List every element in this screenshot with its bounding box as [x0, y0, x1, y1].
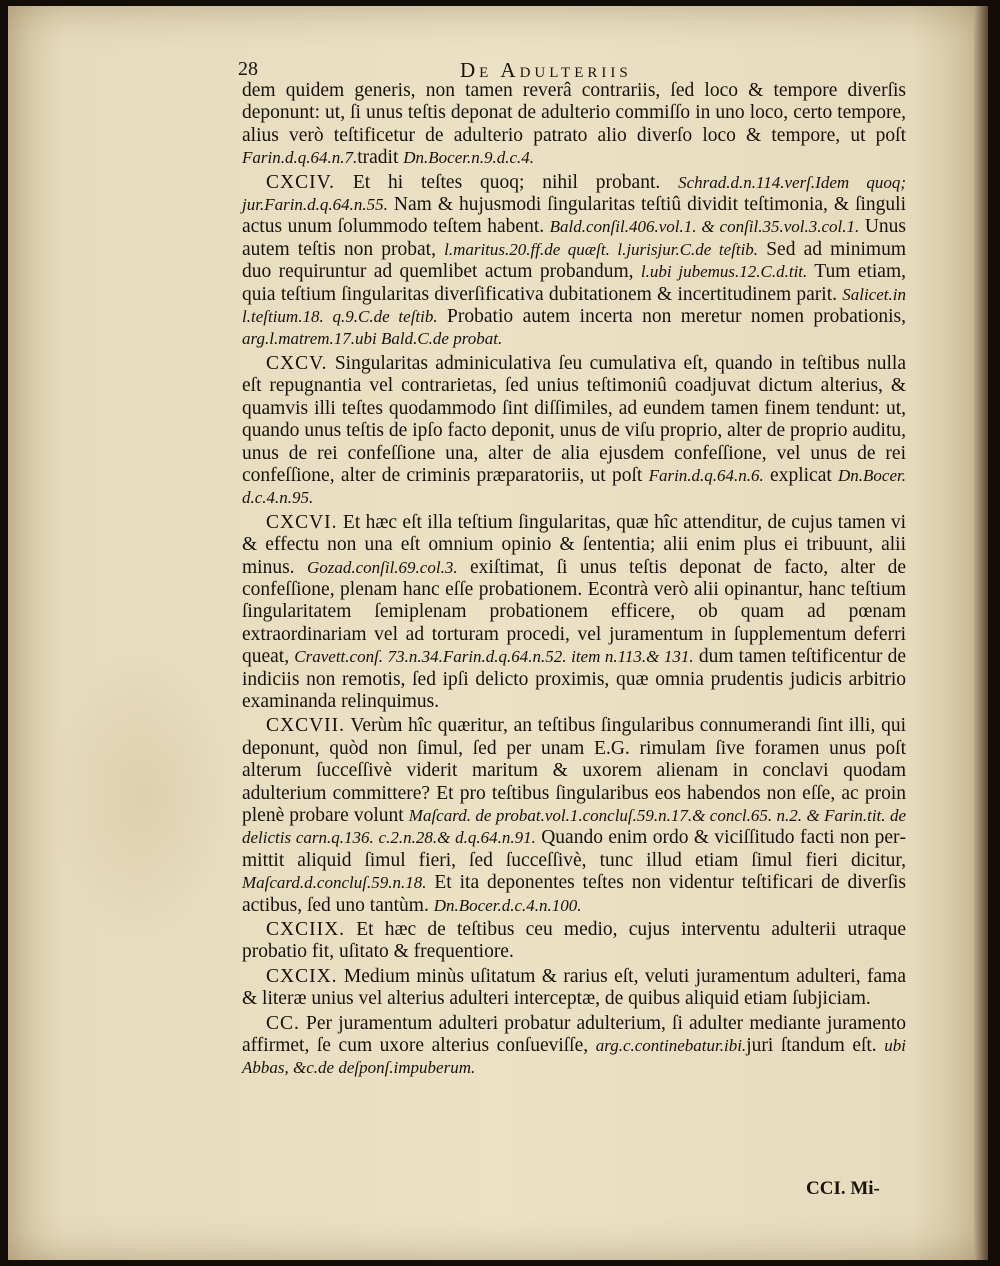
- paragraph-text: explicat: [763, 464, 839, 486]
- running-head: [238, 58, 918, 82]
- paper-stain: [48, 646, 238, 946]
- paragraph-text: Unus autem teſtis non probat,: [242, 216, 906, 260]
- citation: l.maritus.20.ff.de quæſt. l.jurisjur.C.de teſtib.: [444, 239, 759, 259]
- paragraph-text: dum tamen teſtificentur de indiciis non remotis, ſed ipſi delicto proximis, quæ omnia prudentis judicis arbitrio examinanda relinquimus.: [242, 646, 906, 712]
- paragraph-text: juri ſtandum eſt.: [746, 1035, 885, 1057]
- citation: Farin.d.q.64.n.6.: [648, 465, 764, 485]
- running-title: De Adulteriis: [460, 58, 632, 82]
- paragraph: [242, 966, 906, 1011]
- section-number: CC.: [266, 1012, 300, 1034]
- section-number: CXCIIX.: [266, 919, 346, 941]
- section-number: CXCIX.: [266, 965, 338, 987]
- citation: arg.c.continebatur.ibi.: [595, 1036, 747, 1056]
- paragraph-text: Medium minùs uſitatum & rarius eſt, veluti juramentum adulteri, fama & literæ unius vel alterius adulteri interceptæ, de quibus aliquid etiam ſubjiciam.: [242, 965, 906, 1010]
- section-number: CXCVII.: [266, 715, 346, 737]
- citation: Dn.Bocer.n.9.d.c.4.: [403, 148, 535, 168]
- citation: Schrad.d.n.114.verſ.Idem quoq; jur.Farin.d.q.64.n.55.: [242, 172, 906, 215]
- citation: Bald.conſil.406.vol.1. & conſil.35.vol.3.col.1.: [549, 217, 860, 237]
- paragraph: [242, 1013, 906, 1080]
- paragraph-text: tradit: [357, 147, 404, 169]
- paragraph-text: Verùm hîc quæritur, an teſtibus ſingularibus connumerandi ſint illi, qui deponunt, quòd non ſimul, ſed per unam E.G. rimulam ſive foramen unus poſt alterum ſucceſſivè viderit maritum & uxorem alienam in conclavi quodam adulterium committere? Et pro teſtibus ſingularibus eos habendos non eſſe, ac proin plenè probare volunt: [242, 715, 906, 826]
- citation: Dn.Bocer.d.c.4.n.100.: [433, 895, 582, 915]
- paragraph-text: Et hæc de teſtibus ceu medio, cujus interventu adulterii utraque probatio fit, uſitato & frequentiore.: [242, 919, 906, 963]
- catchword: CCI. Mi-: [806, 1178, 880, 1199]
- paragraph-text: Et ita deponentes teſtes non videntur teſtificari de diverſis actibus, ſed uno tantùm.: [242, 872, 906, 916]
- paragraph: [242, 172, 906, 351]
- citation: Dn.Bocer. d.c.4.n.95.: [242, 465, 906, 508]
- paragraph-text: dem quidem generis, non tamen reverâ contrariis, ſed loco & tempore diverſis deponunt: ut, ſi unus teſtis deponat de adulterio commiſſo in uno loco, certo tempore, alius verò teſtificetur de adulterio patrato alio diverſo loco & tempore, ut poſt: [242, 80, 906, 146]
- citation: arg.l.matrem.17.ubi Bald.C.de probat.: [242, 329, 503, 349]
- section-number: CXCVI.: [266, 511, 338, 533]
- paragraph-text: Et hæc eſt illa teſtium ſingularitas, quæ hîc attenditur, de cujus tamen vi & effectu non una eſt omnium opinio & ſententia; alii enim plus ei tribuunt, alii minus.: [242, 511, 906, 578]
- text-body: [242, 80, 906, 1082]
- paragraph-text: Quando enim ordo & viciſſitudo facti non permittit aliquid ſimul fieri, ſed ſucceſſivè, tunc illud etiam ſimul fieri dicitur,: [242, 827, 907, 871]
- paragraph-text: exiſtimat, ſi unus teſtis deponat de facto, alter de confeſſione, plenam hanc eſſe probationem. Econtrà verò alii opinantur, hanc teſtium ſingularitatem ſemiplenam probationem efficere, ob quam ad pœnam extraordinariam vel ad torturam procedi, vel juramentum in ſupplementum deferri queat,: [242, 556, 906, 668]
- paragraph: [242, 512, 906, 714]
- paragraph-continuation: [242, 80, 906, 170]
- section-number: CXCV.: [266, 352, 328, 374]
- paragraph-text: Probatio autem incerta non meretur nomen probationis,: [437, 306, 906, 328]
- citation: Maſcard. de probat.vol.1.concluſ.59.n.17.& concl.65. n.2. & Farin.tit. de delictis carn.q.136. c.2.n.28.& d.q.64.n.91.: [242, 806, 906, 848]
- citation: l.ubi jubemus.12.C.d.tit.: [640, 262, 808, 282]
- paragraph-text: Singularitas adminiculativa ſeu cumulativa eſt, quando in teſtibus nulla eſt repugnantia vel contrarietas, ſed unius teſtimoniû coadjuvat dictum alterius, & quamvis illi teſtes quodammodo ſint diſſimiles, ad eundem tamen finem tendunt: ut, quando unus teſtis de ipſo facto deponit, unus de viſu proprio, alter de proprio auditu, unus de rei confeſſione una, alter de alia ejusdem confeſſione, vel unus de rei confeſſione, alter de criminis præparatoriis, ut poſt: [242, 352, 906, 486]
- paragraph-text: Per juramentum adulteri probatur adulterium, ſi adulter mediante juramento affirmet, ſe cum uxore alterius conſueviſſe,: [242, 1012, 906, 1057]
- paragraph-text: Sed ad minimum duo requiruntur ad quemlibet actum probandum,: [242, 238, 906, 283]
- paragraph-text: Et hi teſtes quoq; nihil probant.: [335, 171, 679, 193]
- paragraph-text: Nam & hujusmodi ſingularitas teſtiû dividit teſtimonia, & ſinguli actus unum ſolummodo teſtem habent.: [242, 194, 906, 238]
- citation: Farin.d.q.64.n.7.: [242, 148, 358, 168]
- citation: Cravett.conſ. 73.n.34.Farin.d.q.64.n.52. item n.113.& 131.: [294, 647, 694, 667]
- citation: ubi Abbas, &c.de deſponſ.impuberum.: [242, 1036, 906, 1078]
- page-edge: [974, 6, 988, 1260]
- citation: Gozad.conſil.69.col.3.: [306, 557, 458, 577]
- paragraph: [242, 353, 906, 510]
- paragraph: [242, 715, 906, 917]
- page-number: 28: [238, 58, 258, 80]
- citation: Salicet.in l.teſtium.18. q.9.C.de teſtib.: [242, 284, 906, 327]
- paragraph: [242, 919, 906, 964]
- citation: Maſcard.d.concluſ.59.n.18.: [242, 873, 427, 893]
- section-number: CXCIV.: [266, 171, 336, 193]
- paragraph-text: Tum etiam, quia teſtium ſingularitas diverſificativa dubitationem & incertitudinem parit.: [242, 261, 906, 305]
